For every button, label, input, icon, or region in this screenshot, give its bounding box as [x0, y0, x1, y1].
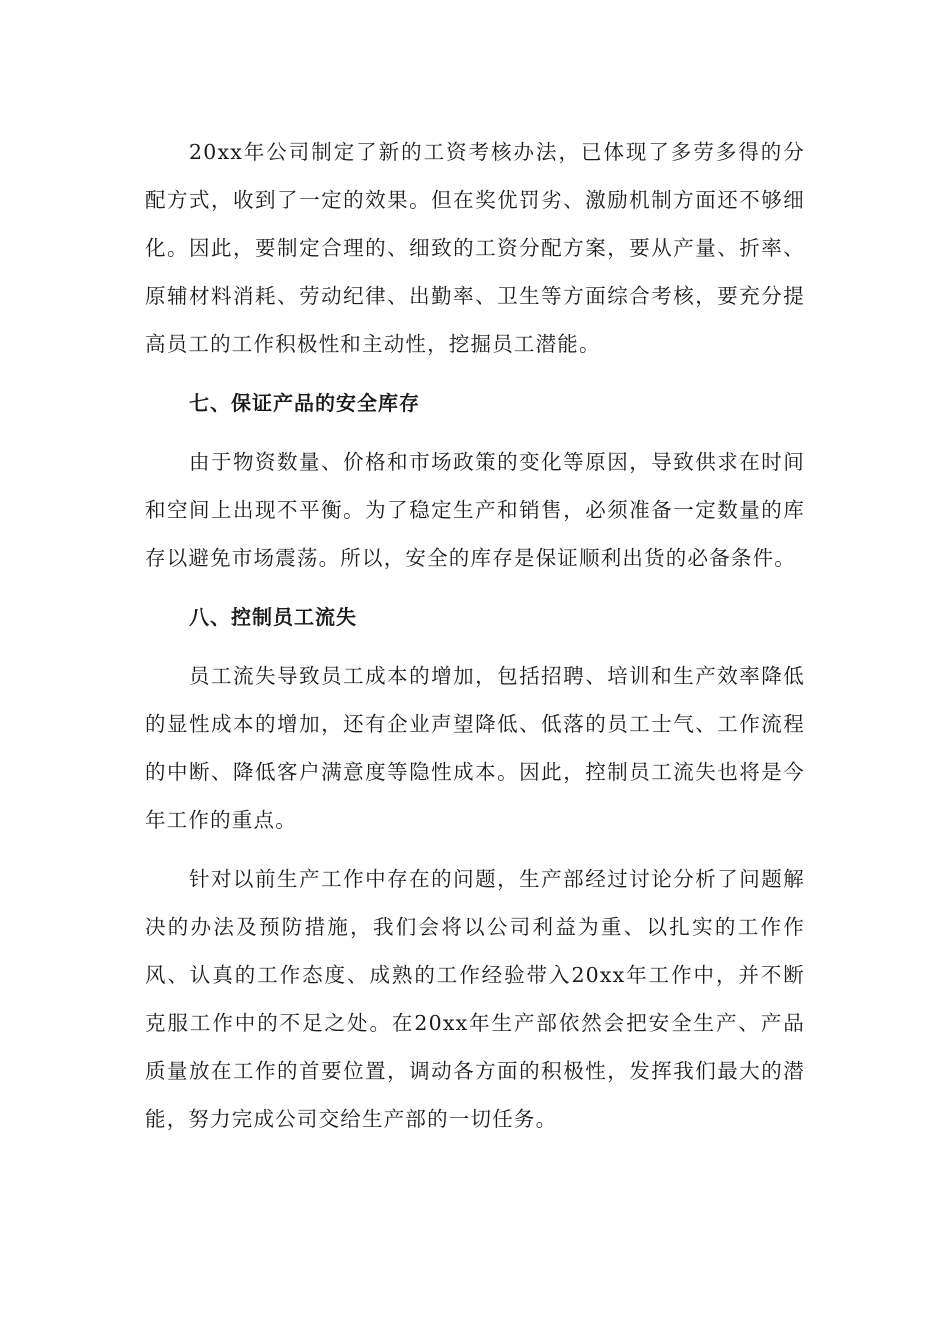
- paragraph-staff-turnover: 员工流失导致员工成本的增加，包括招聘、培训和生产效率降低的显性成本的增加，还有企业声望降低、低落的员工士气、工作流程的中断、降低客户满意度等隐性成本。因此，控制员工流失也将是今年工作的重点。: [145, 664, 805, 832]
- paragraph-wage-assessment: 20xx年公司制定了新的工资考核办法，已体现了多劳多得的分配方式，收到了一定的效果。但在奖优罚劣、激励机制方面还不够细化。因此，要制定合理的、细致的工资分配方案，要从产量、折率、原辅材料消耗、劳动纪律、出勤率、卫生等方面综合考核，要充分提高员工的工作积极性和主动性，挖掘员工潜能。: [145, 140, 805, 356]
- section-heading-staff-turnover: 八、控制员工流失: [189, 605, 357, 629]
- paragraph-conclusion: 针对以前生产工作中存在的问题，生产部经过讨论分析了问题解决的办法及预防措施，我们会将以公司利益为重、以扎实的工作作风、认真的工作态度、成熟的工作经验带入20xx年工作中，并不断克服工作中的不足之处。在20xx年生产部依然会把安全生产、产品质量放在工作的首要位置，调动各方面的积极性，发挥我们最大的潜能，努力完成公司交给生产部的一切任务。: [145, 867, 805, 1131]
- section-heading-safety-stock: 七、保证产品的安全库存: [189, 391, 420, 415]
- document-body: [145, 128, 805, 1154]
- paragraph-safety-stock: 由于物资数量、价格和市场政策的变化等原因，导致供求在时间和空间上出现不平衡。为了稳定生产和销售，必须准备一定数量的库存以避免市场震荡。所以，安全的库存是保证顺利出货的必备条件。: [145, 450, 805, 570]
